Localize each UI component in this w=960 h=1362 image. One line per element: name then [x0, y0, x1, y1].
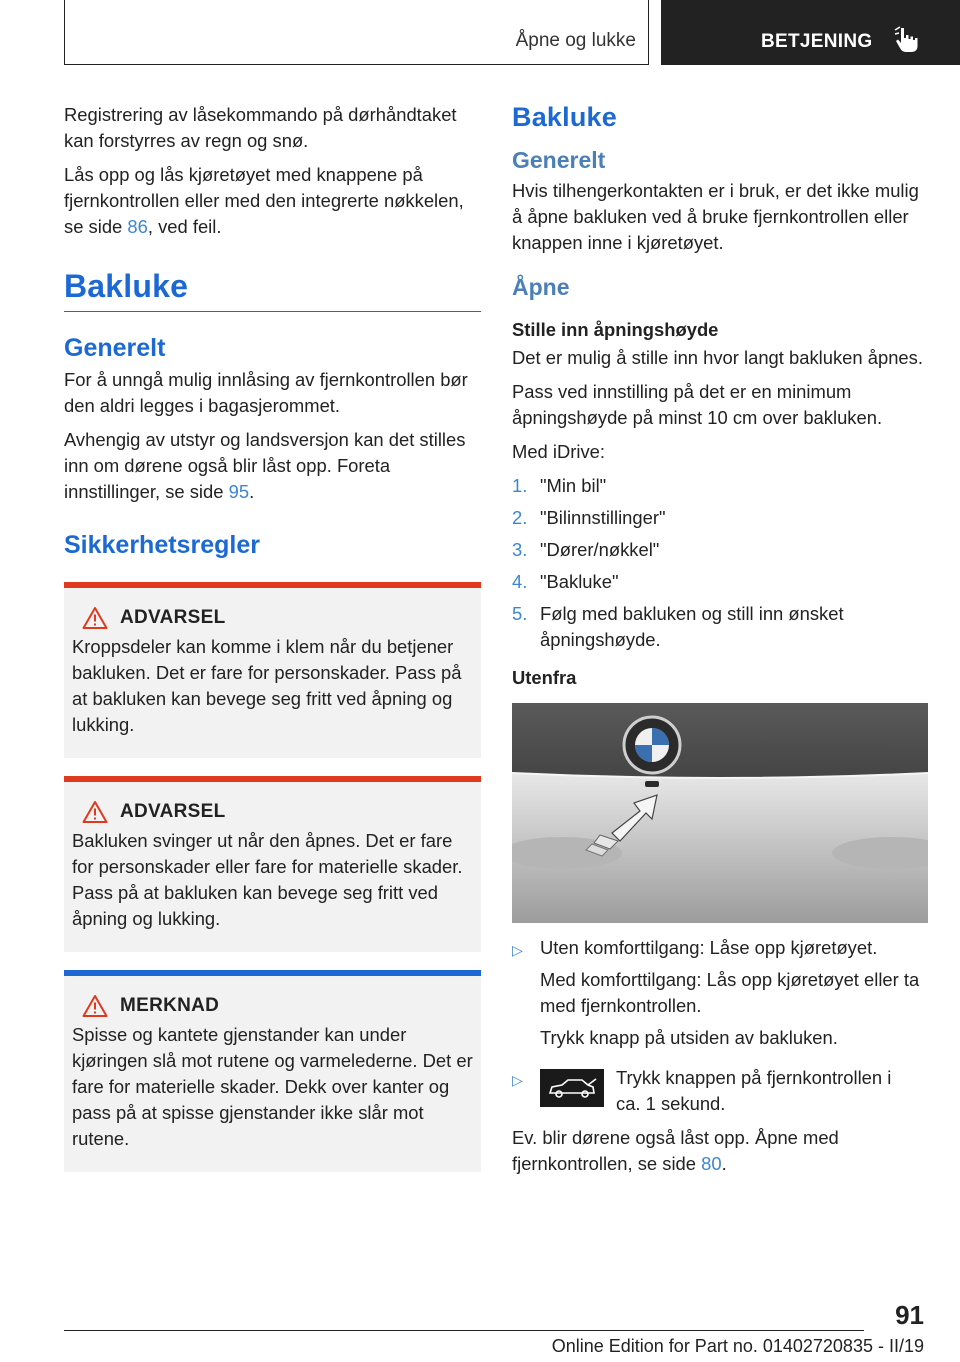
generelt-paragraph-2: Avhengig av utstyr og landsversjon kan det stilles inn om dørene også blir låst opp. Foreta innstillinger, se side 95. — [64, 429, 466, 502]
warning-box-1 — [64, 582, 481, 758]
generelt-paragraph-1: For å unngå mulig innlåsing av fjernkontrollen bør den aldri legges i bagasjerommet. — [64, 369, 468, 416]
notice-text: Spisse og kantete gjenstander kan under kjøringen slå mot rutene og varmelederne. Det er fare for materielle skader. Dekk over kanter og pass på at spisse gjenstander ikke slår mot rutene. — [72, 1024, 473, 1149]
generelt-right-paragraph: Hvis tilhengerkontakten er i bruk, er det ikke mulig å åpne bakluken ved å bruke fjernkontrollen eller knappen inne i kjøretøyet. — [512, 180, 919, 253]
stille-paragraph-2: Pass ved innstilling på det er en minimum åpningshøyde på minst 10 cm over bakluken. — [512, 381, 883, 428]
warning-text: Kroppsdeler kan komme i klem når du betjener bakluken. Det er fare for personskader. Pass på at bakluken kan bevege seg fritt ved åpning og lukking. — [72, 636, 462, 735]
page-link-95[interactable]: 95 — [228, 481, 250, 502]
warning-triangle-icon — [82, 800, 108, 824]
footer-divider — [64, 1330, 864, 1331]
instruction-text: Trykk knapp på utsiden av bakluken. — [540, 1027, 838, 1048]
intro-paragraph-2: Lås opp og lås kjøretøyet med knappene på fjernkontrollen eller med den integrerte nøkkelen, se side 86, ved feil. — [64, 164, 464, 237]
list-item: 5. Følg med bakluken og still inn ønsket åpningshøyde. — [512, 603, 844, 650]
tailgate-photo-illustration — [512, 703, 928, 923]
left-column — [64, 102, 481, 1172]
heading-bakluke-right: Bakluke — [512, 102, 617, 132]
header-section-box — [64, 0, 649, 65]
page-link-86[interactable]: 86 — [127, 216, 148, 237]
instruction-text: Trykk knappen på fjernkontrollen i ca. 1 sekund. — [616, 1067, 892, 1114]
heading-generelt-right: Generelt — [512, 147, 606, 173]
list-item: 1. "Min bil" — [512, 475, 607, 496]
triangle-bullet-icon: ▷ — [512, 942, 523, 958]
chapter-tab-label: BETJENING — [761, 31, 873, 52]
instruction-item-1 — [512, 935, 928, 1057]
intro-paragraph-1: Registrering av låsekommando på dørhåndtaket kan forstyrres av regn og snø. — [64, 104, 457, 151]
chapter-tab[interactable] — [661, 0, 960, 65]
triangle-bullet-icon: ▷ — [512, 1072, 523, 1088]
section-title: Åpne og lukke — [515, 30, 636, 51]
instruction-text: Med komforttilgang: Lås opp kjøretøyet eller ta med fjernkontrollen. — [540, 969, 920, 1016]
car-trunk-open-icon — [540, 1069, 604, 1107]
hand-pointer-icon — [894, 26, 920, 54]
right-column — [512, 102, 928, 1185]
heading-sikkerhetsregler: Sikkerhetsregler — [64, 531, 260, 559]
idrive-steps-list — [512, 473, 928, 653]
list-item: 4. "Bakluke" — [512, 571, 619, 592]
page-link-80[interactable]: 80 — [701, 1153, 722, 1174]
page-number: 91 — [895, 1300, 924, 1330]
heading-apne: Åpne — [512, 274, 570, 300]
notice-box — [64, 970, 481, 1172]
warning-triangle-icon — [82, 606, 108, 630]
list-item: 2. "Bilinnstillinger" — [512, 507, 666, 528]
tailgate-button-photo — [512, 703, 928, 923]
warning-text: Bakluken svinger ut når den åpnes. Det er fare for personskader eller fare for materielle skader. Pass på at bakluken kan bevege seg fritt ved åpning og lukking. — [72, 830, 463, 929]
instruction-item-2 — [512, 1065, 928, 1117]
footer-edition: Online Edition for Part no. 01402720835 - II/19 — [551, 1336, 924, 1356]
heading-generelt: Generelt — [64, 334, 166, 362]
instruction-text: Uten komforttilgang: Låse opp kjøretøyet. — [540, 937, 878, 958]
warning-triangle-icon — [82, 994, 108, 1018]
heading-utenfra: Utenfra — [512, 667, 577, 688]
stille-paragraph-3: Med iDrive: — [512, 441, 605, 462]
heading-stille-inn: Stille inn åpningshøyde — [512, 319, 719, 340]
warning-box-2 — [64, 776, 481, 952]
heading-bakluke: Bakluke — [64, 268, 481, 312]
list-item: 3. "Dører/nøkkel" — [512, 539, 660, 560]
warning-title: ADVARSEL — [120, 801, 226, 822]
stille-paragraph-1: Det er mulig å stille inn hvor langt bakluken åpnes. — [512, 347, 923, 368]
notice-title: MERKNAD — [120, 995, 220, 1016]
final-paragraph: Ev. blir dørene også låst opp. Åpne med fjernkontrollen, se side 80. — [512, 1127, 839, 1174]
warning-title: ADVARSEL — [120, 607, 226, 628]
